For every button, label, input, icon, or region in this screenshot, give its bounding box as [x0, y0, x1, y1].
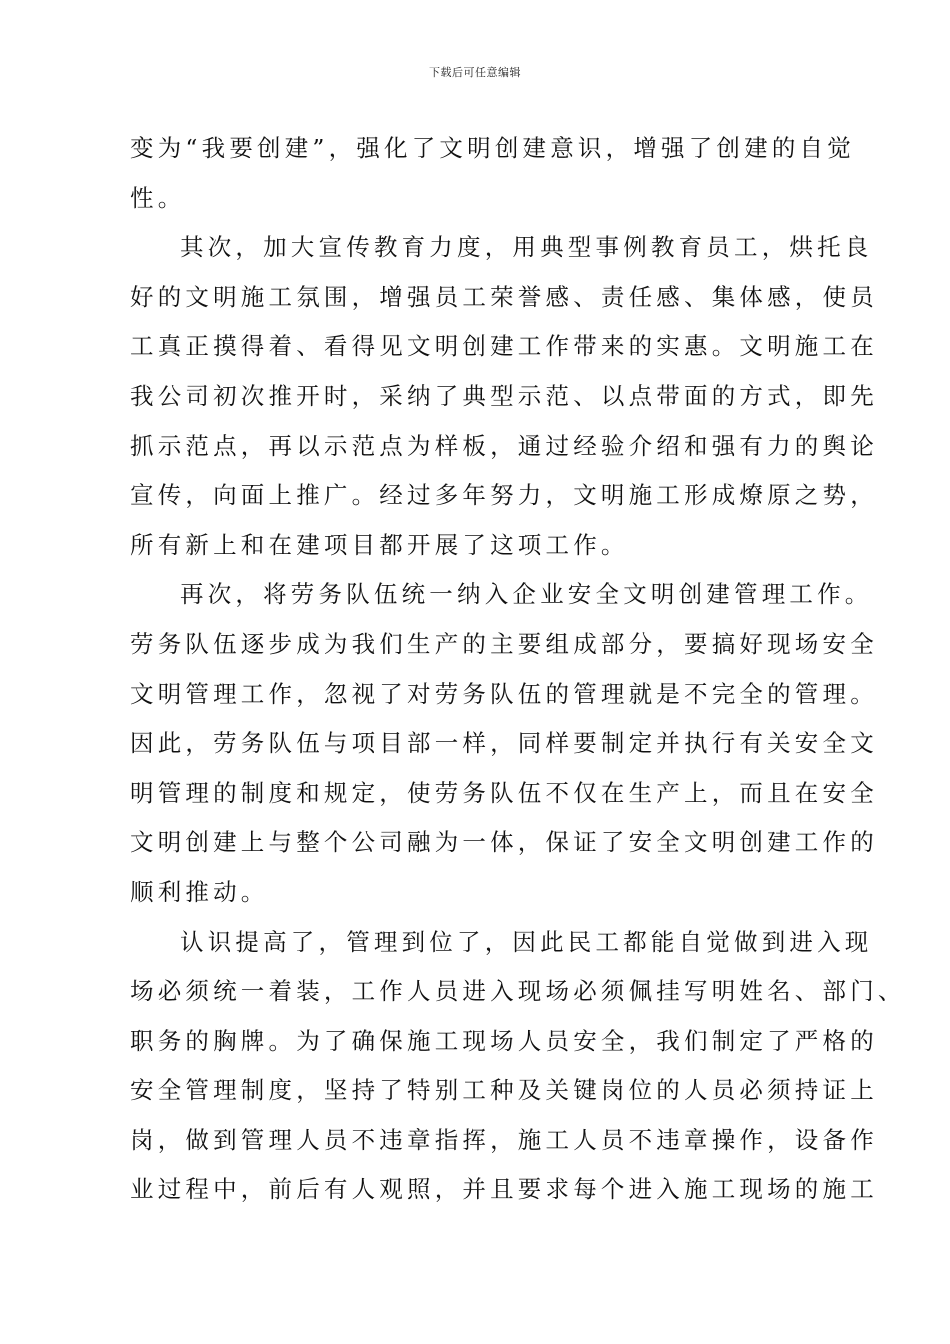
text-line: 场必须统一着装，工作人员进入现场必须佩挂写明姓名、部门、 [130, 977, 906, 1006]
text-line: 职务的胸牌。为了确保施工现场人员安全，我们制定了严格的 [130, 1026, 878, 1055]
paragraph [130, 570, 878, 917]
text-line: 宣传，向面上推广。经过多年努力，文明施工形成燎原之势， [130, 481, 878, 510]
text-line: 安全管理制度，坚持了特别工种及关键岗位的人员必须持证上 [130, 1076, 878, 1105]
text-line: 我公司初次推开时，采纳了典型示范、以点带面的方式，即先 [130, 381, 878, 410]
text-line: 岗，做到管理人员不违章指挥，施工人员不违章操作，设备作 [130, 1125, 878, 1154]
page-header: 下载后可任意编辑 [429, 66, 521, 79]
text-line: 工真正摸得着、看得见文明创建工作带来的实惠。文明施工在 [130, 332, 878, 361]
text-line: 好的文明施工氛围，增强员工荣誉感、责任感、集体感，使员 [130, 282, 878, 311]
text-line: 其次，加大宣传教育力度，用典型事例教育员工，烘托良 [180, 233, 873, 262]
paragraph [130, 223, 878, 570]
text-line: 业过程中，前后有人观照，并且要求每个进入施工现场的施工 [130, 1175, 878, 1204]
text-line: 劳务队伍逐步成为我们生产的主要组成部分，要搞好现场安全 [130, 629, 878, 658]
text-line: 抓示范点，再以示范点为样板，通过经验介绍和强有力的舆论 [130, 431, 878, 460]
text-line: 再次，将劳务队伍统一纳入企业安全文明创建管理工作。 [180, 580, 873, 609]
text-line: 因此，劳务队伍与项目部一样，同样要制定并执行有关安全文 [130, 729, 878, 758]
text-line: 顺利推动。 [130, 877, 269, 906]
text-line: 明管理的制度和规定，使劳务队伍不仅在生产上，而且在安全 [130, 778, 878, 807]
text-line: 性。 [130, 183, 186, 212]
paragraph [130, 124, 855, 223]
text-line: 认识提高了，管理到位了，因此民工都能自觉做到进入现 [180, 927, 873, 956]
text-line: 文明管理工作，忽视了对劳务队伍的管理就是不完全的管理。 [130, 679, 878, 708]
document-body [130, 124, 906, 1215]
text-line: 所有新上和在建项目都开展了这项工作。 [130, 530, 629, 559]
text-line: 文明创建上与整个公司融为一体，保证了安全文明创建工作的 [130, 828, 878, 857]
paragraph [130, 918, 906, 1216]
text-line: 变为“我要创建”，强化了文明创建意识，增强了创建的自觉 [130, 134, 855, 162]
